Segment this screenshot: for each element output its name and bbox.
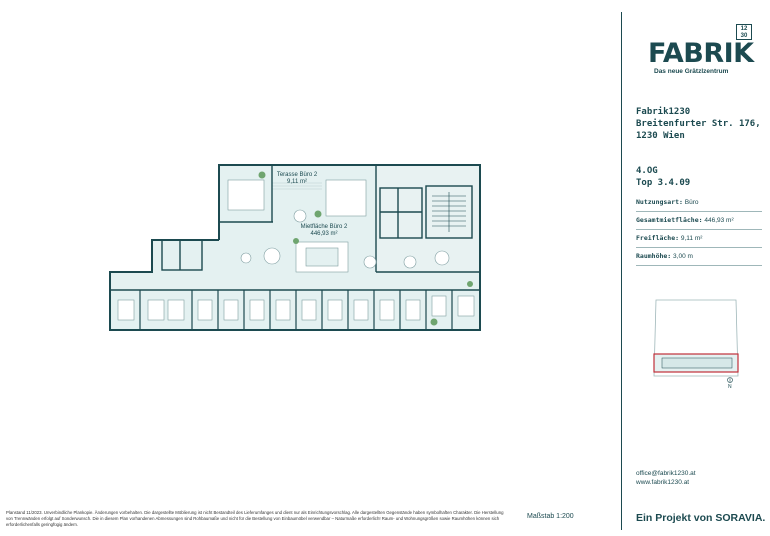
info-value: 3,00 m bbox=[673, 253, 693, 260]
terrace-name: Terasse Büro 2 bbox=[276, 172, 318, 178]
north-arrow-label: N bbox=[728, 384, 732, 390]
contact-block bbox=[636, 469, 696, 487]
terrace-area: 9,11 m² bbox=[287, 179, 307, 185]
logo-word: FABRIK bbox=[648, 38, 754, 69]
scale-label: Maßstab 1:200 bbox=[527, 513, 574, 520]
logo-number-bottom: 30 bbox=[740, 33, 748, 39]
logo-tagline: Das neue Grätzlzentrum bbox=[654, 68, 729, 75]
address-line-1: Fabrik1230 bbox=[636, 107, 691, 117]
floor-fill bbox=[110, 165, 480, 330]
info-key: Raumhöhe: bbox=[636, 252, 672, 260]
info-value: Büro bbox=[684, 199, 699, 206]
info-row-open-area bbox=[636, 230, 762, 248]
info-key: Gesamtmietfläche: bbox=[636, 216, 703, 224]
info-row-room-height bbox=[636, 248, 762, 266]
info-value: 9,11 m² bbox=[680, 235, 703, 242]
info-row-total-area bbox=[636, 212, 762, 230]
contact-email[interactable]: office@fabrik1230.at bbox=[636, 470, 696, 477]
info-value: 446,93 m² bbox=[704, 217, 734, 224]
info-key: Freifläche: bbox=[636, 234, 680, 242]
office-name: Mietfläche Büro 2 bbox=[300, 224, 348, 230]
logo-number-top: 12 bbox=[740, 26, 748, 32]
logo-number-box bbox=[736, 24, 752, 40]
fabrik-logo bbox=[648, 24, 758, 80]
key-map bbox=[648, 296, 748, 396]
address-line-3: 1230 Wien bbox=[636, 131, 685, 141]
terrace-label bbox=[262, 172, 332, 186]
floor-plan bbox=[0, 0, 600, 340]
panel-divider bbox=[621, 12, 622, 530]
address-line-2: Breitenfurter Str. 176, bbox=[636, 119, 761, 129]
disclaimer-text: Planstand 11/2023. Unverbindliche Plankopie. Änderungen vorbehalten. Die dargestellte Möblierung ist nicht Bestandteil des Lieferumfanges und dient nur als Einrichtungsvorschlag. Alle dargestellten Gegenstände haben symbolhaften Charakter. Die Herstellung von Trennwänden erfolgt auf Sonderwunsch. Die in diesem Plan vorhandenen Abmessungen sind Rohbaumaße und nicht für die Bestellung von Einbaumöbel verwendbar – Naturmaße erforderlich! Raum- und Wohnungsgrößen sowie Raumhöhen können sich erforderlichenfalls geringfügig ändern. bbox=[6, 510, 504, 527]
unit-block bbox=[636, 165, 690, 189]
unit-top: Top 3.4.09 bbox=[636, 178, 691, 188]
unit-floor: 4.OG bbox=[636, 166, 658, 176]
info-row-usage bbox=[636, 194, 762, 212]
contact-web[interactable]: www.fabrik1230.at bbox=[636, 479, 690, 486]
info-key: Nutzungsart: bbox=[636, 198, 683, 206]
address-block bbox=[636, 106, 761, 142]
project-credit: Ein Projekt von SORAVIA. bbox=[636, 512, 766, 524]
office-area: 446,93 m² bbox=[310, 231, 338, 237]
office-label bbox=[286, 224, 362, 238]
